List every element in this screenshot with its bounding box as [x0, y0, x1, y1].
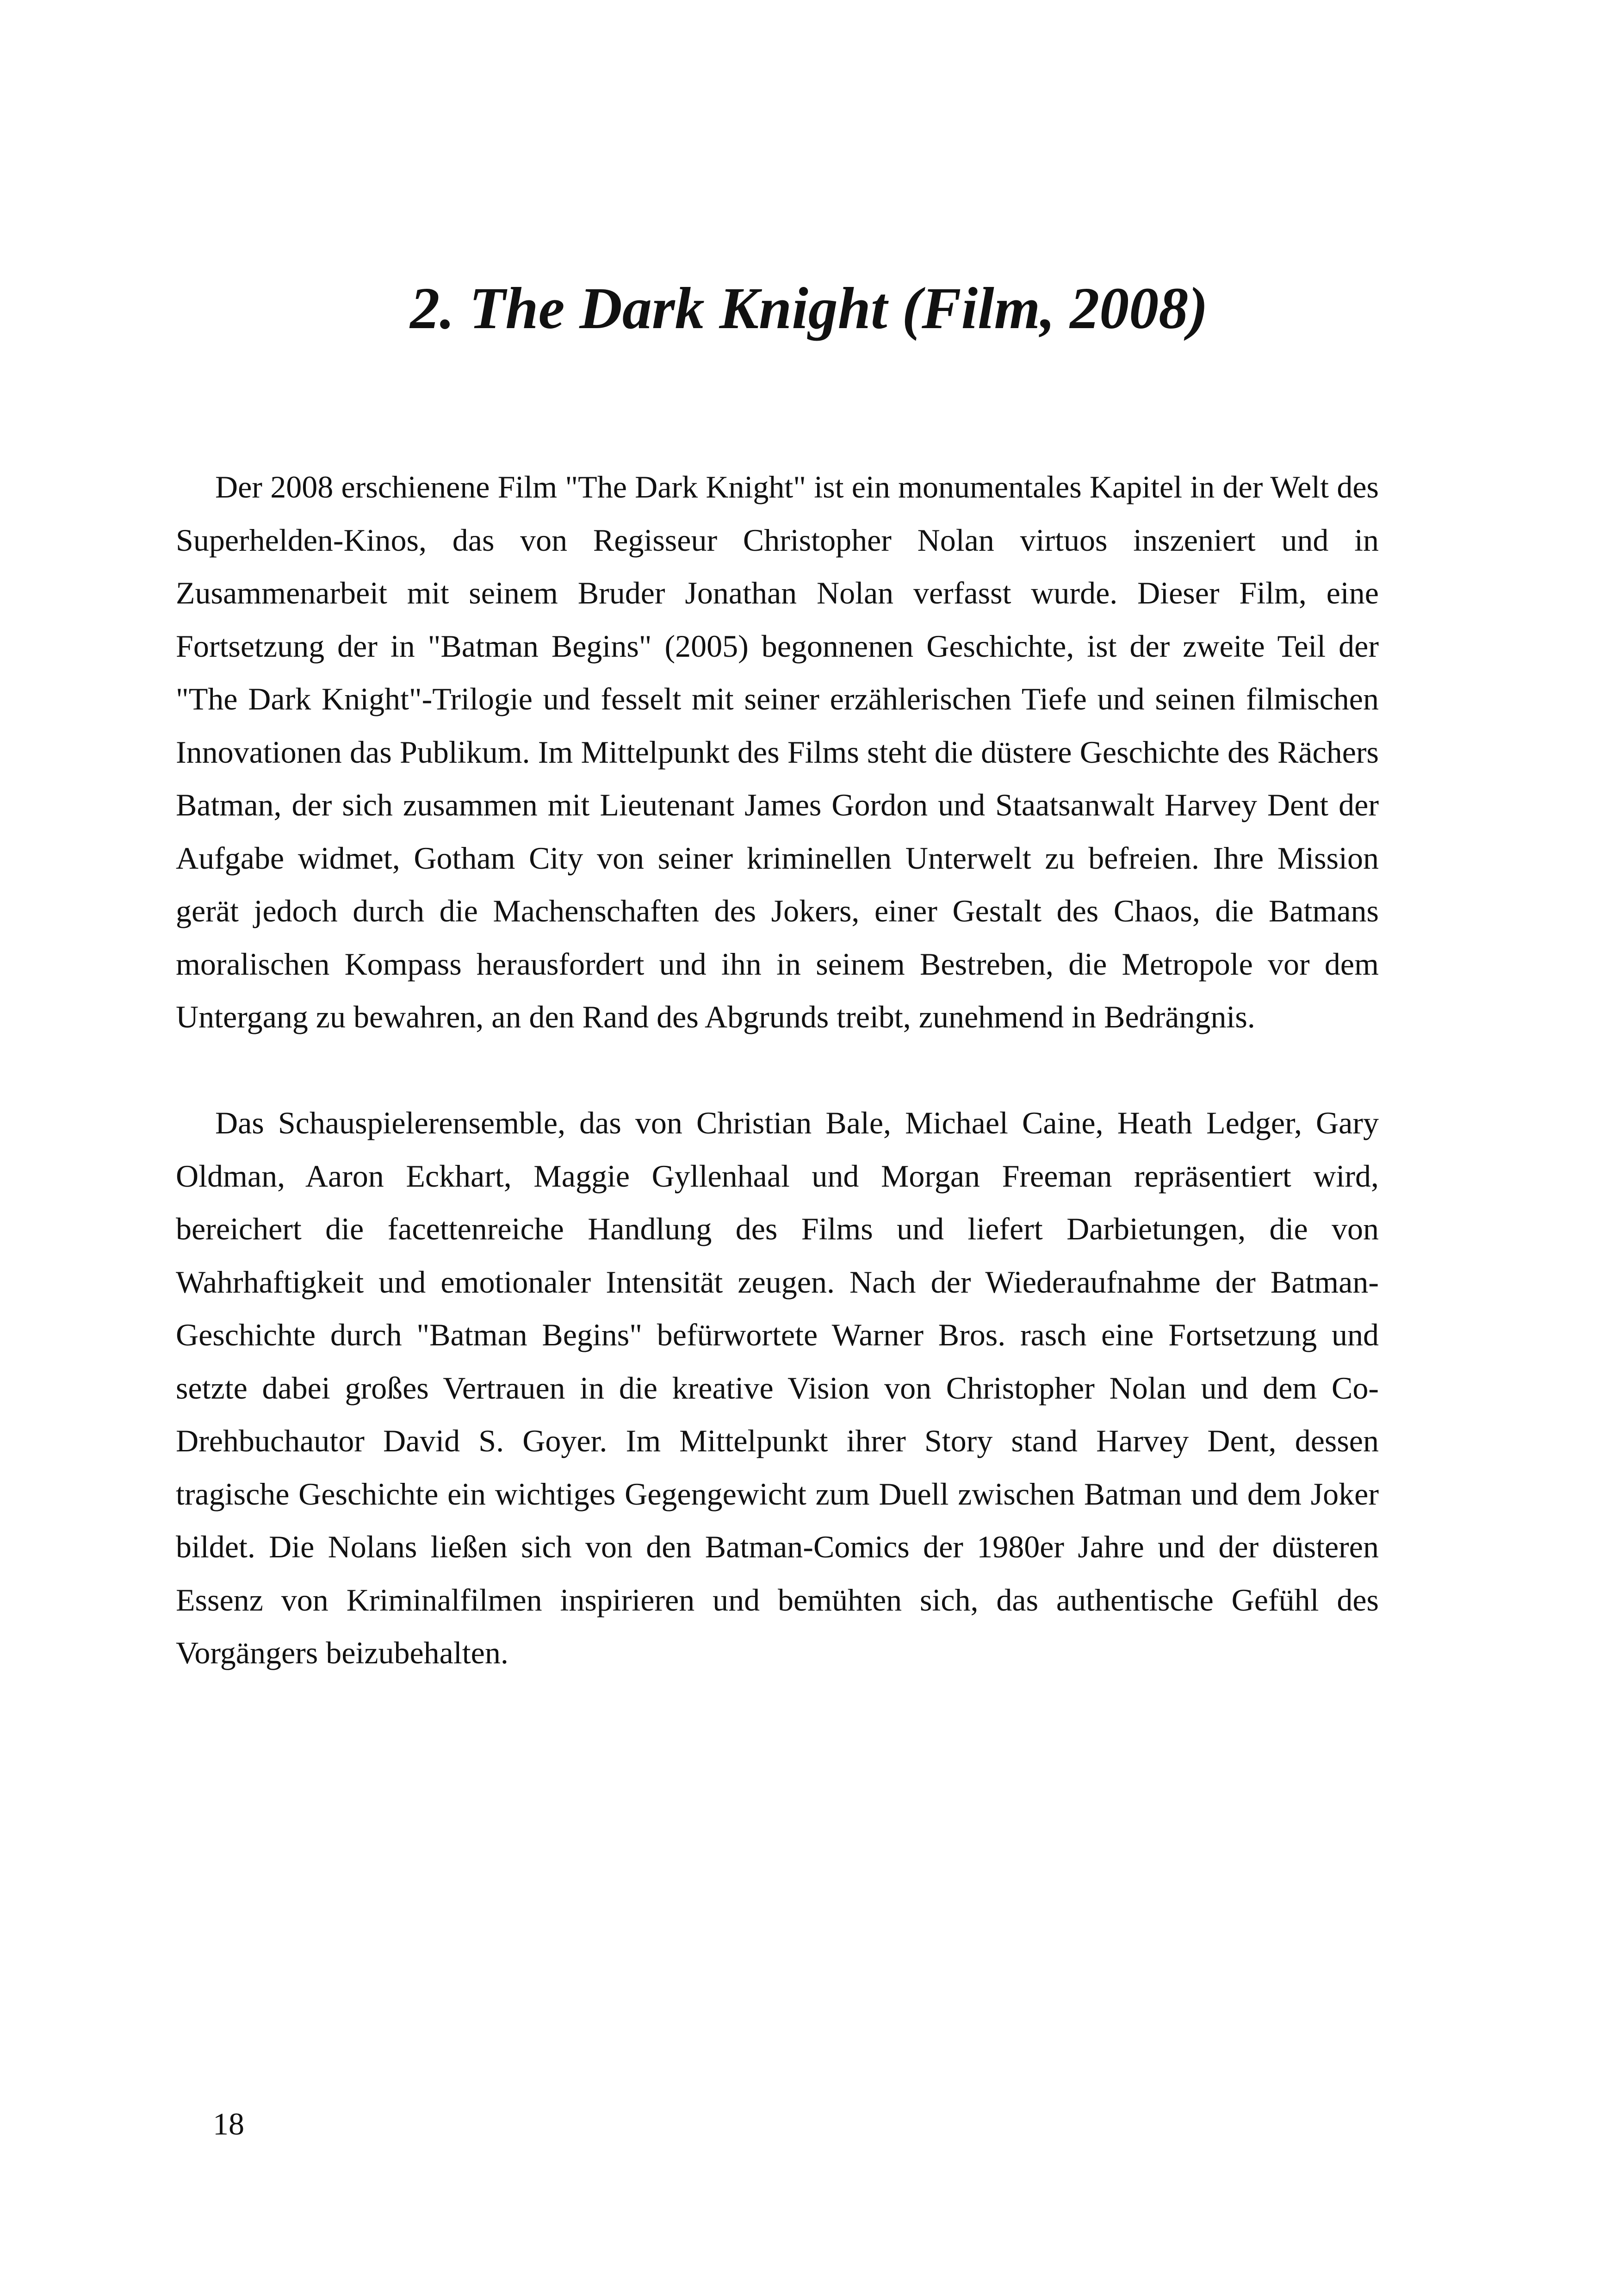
chapter-title: 2. The Dark Knight (Film, 2008): [410, 275, 1208, 341]
paragraph-2: Das Schauspielerensemble, das von Christian Bale, Michael Caine, Heath Ledger, Gary Oldman, Aaron Eckhart, Maggie Gyllenhaal und Morgan Freeman repräsentiert wird, bereichert die facettenreiche Handlung des Films und liefert Darbietungen, die von Wahrhaftigkeit und emotionaler Intensität zeugen. Nach der Wiederaufnahme der Batman-Geschichte durch "Batman Begins" befürwortete Warner Bros. rasch eine Fortsetzung und setzte dabei großes Vertrauen in die kreative Vision von Christopher Nolan und dem Co-Drehbuchautor David S. Goyer. Im Mittelpunkt ihrer Story stand Harvey Dent, dessen tragische Geschichte ein wichtiges Gegengewicht zum Duell zwischen Batman und dem Joker bildet. Die Nolans ließen sich von den Batman-Comics der 1980er Jahre und der düsteren Essenz von Kriminalfilmen inspirieren und bemühten sich, das authentische Gefühl des Vorgängers beizubehalten.: [176, 1105, 1379, 1670]
page-number: 18: [213, 2106, 244, 2141]
paragraph-1: Der 2008 erschienene Film "The Dark Knight" ist ein monumentales Kapitel in der Welt des Superhelden-Kinos, das von Regisseur Christopher Nolan virtuos inszeniert und in Zusammenarbeit mit seinem Bruder Jonathan Nolan verfasst wurde. Dieser Film, eine Fortsetzung der in "Batman Begins" (2005) begonnenen Geschichte, ist der zweite Teil der "The Dark Knight"-Trilogie und fesselt mit seiner erzählerischen Tiefe und seinen filmischen Innovationen das Publikum. Im Mittelpunkt des Films steht die düstere Geschichte des Rächers Batman, der sich zusammen mit Lieutenant James Gordon und Staatsanwalt Harvey Dent der Aufgabe widmet, Gotham City von seiner kriminellen Unterwelt zu befreien. Ihre Mission gerät jedoch durch die Machenschaften des Jokers, einer Gestalt des Chaos, die Batmans moralischen Kompass herausfordert und ihn in seinem Bestreben, die Metropole vor dem Untergang zu bewahren, an den Rand des Abgrunds treibt, zunehmend in Bedrängnis.: [176, 469, 1379, 1034]
body-text: [176, 460, 1379, 1680]
